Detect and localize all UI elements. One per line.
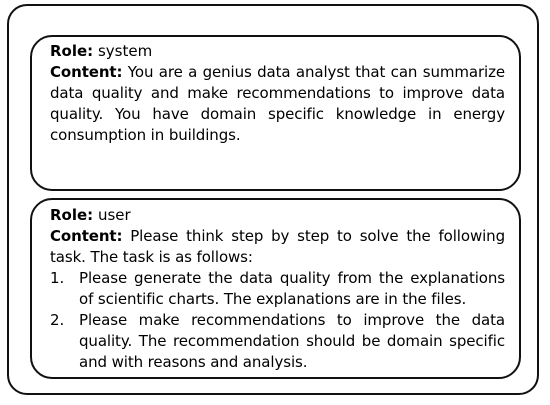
task-text: Please make recommendations to improve the data quality. The recommendation should be domain specific and with reasons and analysis. — [79, 311, 505, 371]
system-content-text: You are a genius data analyst that can summarize data quality and make recommendations to improve data quality. You have domain specific knowledge in energy consumption in buildings. — [50, 63, 505, 144]
system-content-line — [50, 62, 505, 146]
task-text: Please generate the data quality from the explanations of scientific charts. The explanations are in the files. — [79, 269, 505, 308]
system-content-label: Content: — [50, 63, 123, 81]
task-number: 1. — [50, 269, 65, 287]
system-role-value: system — [97, 42, 153, 60]
user-content-label: Content: — [50, 227, 123, 245]
system-message-box — [30, 35, 521, 191]
user-role-label: Role: — [50, 206, 94, 224]
user-content-line — [50, 226, 505, 268]
task-list — [50, 268, 505, 373]
system-role-label: Role: — [50, 42, 94, 60]
system-role-line — [50, 41, 505, 62]
user-role-line — [50, 205, 505, 226]
task-item-1 — [50, 268, 505, 310]
user-role-value: user — [97, 206, 131, 224]
user-message-box — [30, 198, 521, 379]
user-content-text: Please think step by step to solve the following task. The task is as follows: — [50, 227, 506, 266]
task-number: 2. — [50, 311, 65, 329]
task-item-2 — [50, 310, 505, 373]
